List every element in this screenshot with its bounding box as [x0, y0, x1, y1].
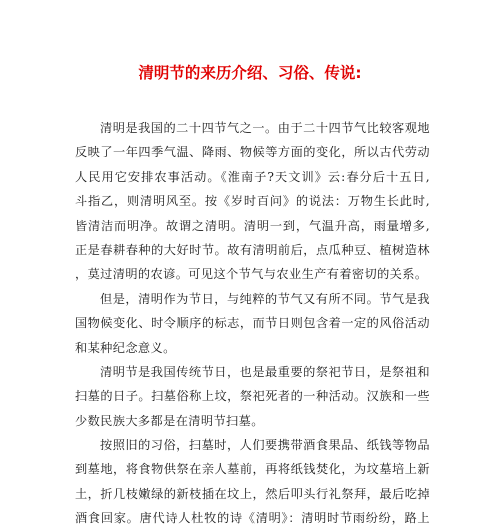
- text-line: 国物候变化、时令顺序的标志，而节日则包含着一定的风俗活动: [75, 316, 430, 331]
- document-body: [75, 116, 430, 531]
- text-line: 到墓地，将食物供祭在亲人墓前，再将纸钱焚化，为坟墓培上新: [75, 462, 430, 477]
- text-line: 清明是我国的二十四节气之一。由于二十四节气比较客观地: [100, 121, 430, 135]
- text-line: ，莫过清明的农谚。可见这个节气与农业生产有着密切的关系。: [75, 267, 428, 282]
- text-line: 扫墓的日子。扫墓俗称上坟，祭祀死者的一种活动。汉族和一些: [75, 389, 430, 404]
- text-line: 但是，清明作为节日，与纯粹的节气又有所不同。节气是我: [100, 291, 430, 306]
- text-line: 清明节是我国传统节日，也是最重要的祭祀节日，是祭祖和: [100, 364, 430, 379]
- text-line: 人民用它安排农事活动。《淮南子?天文训》云:春分后十五日,: [75, 169, 430, 184]
- text-line: 正是春耕春种的大好时节。故有清明前后，点瓜种豆、植树造林: [75, 242, 430, 257]
- text-line: 和某种纪念意义。: [75, 340, 176, 355]
- text-line: 皆清洁而明净。故谓之清明。清明一到，气温升高，雨量增多,: [75, 218, 430, 233]
- text-line: 少数民族大多都是在清明节扫墓。: [75, 413, 264, 428]
- text-line: 斗指乙，则清明风至。按《岁时百问》的说法：万物生长此时,: [75, 194, 430, 209]
- text-line: 按照旧的习俗，扫墓时，人们要携带酒食果品、纸钱等物品: [100, 438, 430, 453]
- text-line: 反映了一年四季气温、降雨、物候等方面的变化，所以古代劳动: [75, 145, 430, 160]
- document-title: 清明节的来历介绍、习俗、传说:: [138, 64, 362, 82]
- text-line: 土，折几枝嫩绿的新枝插在坟上，然后叩头行礼祭拜，最后吃掉: [75, 486, 430, 501]
- text-line: 酒食回家。唐代诗人杜牧的诗《清明》：清明时节雨纷纷，路上: [75, 511, 430, 526]
